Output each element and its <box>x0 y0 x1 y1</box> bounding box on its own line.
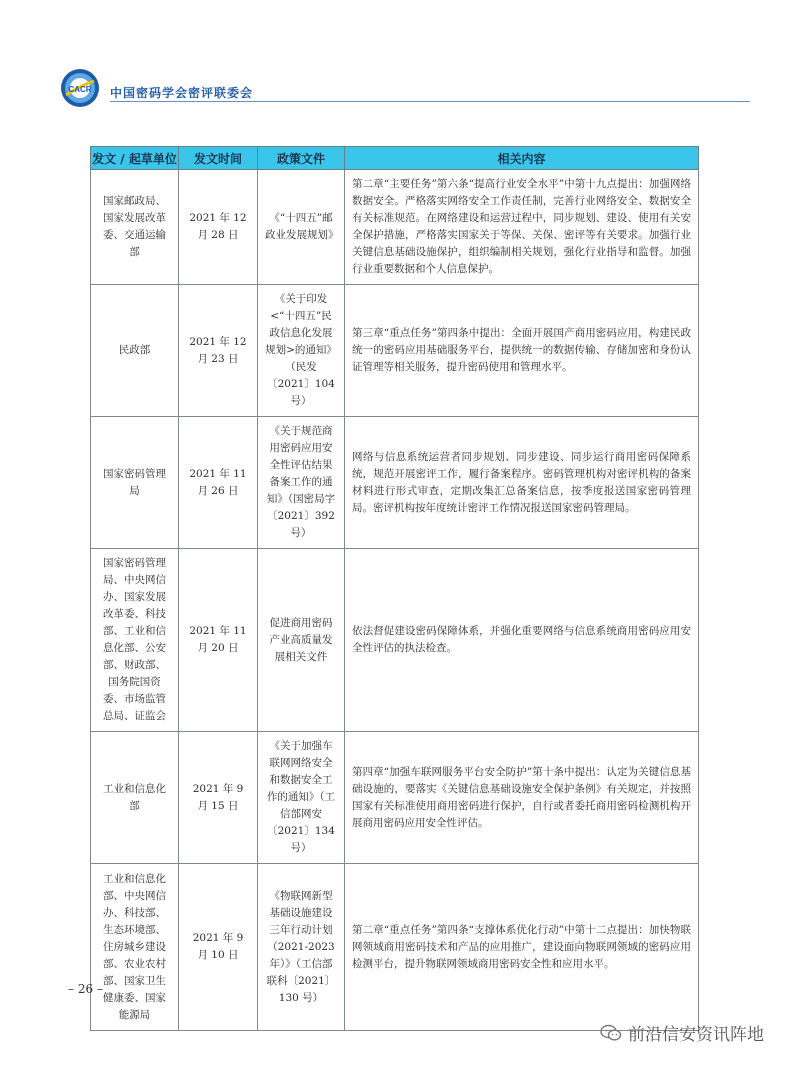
cell-unit: 国家密码管理局、中央网信办、国家发展改革委、科技部、工业和信息化部、公安部、财政部、国务院国资委、市场监管总局、证监会 <box>91 549 179 732</box>
table-row <box>91 864 699 1031</box>
table-row <box>91 732 699 864</box>
svg-text:CACR: CACR <box>68 85 92 94</box>
org-name: 中国密码学会密评联委会 <box>110 86 254 100</box>
cell-document: 《“十四五”邮政业发展规划》 <box>258 170 345 285</box>
cell-content: 第二章“主要任务”第六条“提高行业安全水平”中第十九点提出：加强网络数据安全。严格落实网络安全工作责任制，完善行业网络安全、数据安全有关标准规范。在网络建设和运营过程中，同步规划、建设、使用有关安全保护措施，严格落实国家关于等保、关保、密评等有关要求。加强行业关键信息基础设施保护，组织编制相关规划，强化行业指导和监督。加强行业重要数据和个人信息保护。 <box>345 170 699 285</box>
column-header-date: 发文时间 <box>179 147 258 170</box>
cell-content: 第四章“加强车联网服务平台安全防护”第十条中提出：认定为关键信息基础设施的，要落实《关键信息基础设施安全保护条例》有关规定，并按照国家有关标准使用商用密码进行保护，自行或者委托商用密码检测机构开展商用密码应用安全性评估。 <box>345 732 699 864</box>
watermark <box>600 1020 764 1045</box>
page-number: – 26 – <box>68 982 103 996</box>
cell-document: 《关于加强车联网网络安全和数据安全工作的通知》（工信部网安〔2021〕134 号） <box>258 732 345 864</box>
wechat-icon <box>600 1024 622 1042</box>
cell-document: 《关于印发<“十四五”民政信息化发展规划>的通知》（民发〔2021〕104 号） <box>258 285 345 417</box>
cell-unit: 工业和信息化部 <box>91 732 179 864</box>
cell-date: 2021 年 11 月 26 日 <box>179 417 258 549</box>
cell-content: 第三章“重点任务”第四条中提出：全面开展国产商用密码应用，构建民政统一的密码应用基础服务平台，提供统一的数据传输、存储加密和身份认证管理等相关服务，提升密码使用和管理水平。 <box>345 285 699 417</box>
column-header-document: 政策文件 <box>258 147 345 170</box>
table-row <box>91 549 699 732</box>
cacr-logo-icon <box>60 68 100 108</box>
cell-document: 《关于规范商用密码应用安全性评估结果备案工作的通知》（国密局字〔2021〕392 号） <box>258 417 345 549</box>
cell-content: 第二章“重点任务”第四条“支撑体系优化行动”中第十二点提出：加快物联网领域商用密码技术和产品的应用推广，建设面向物联网领域的密码应用检测平台，提升物联网领域商用密码安全性和应用水平。 <box>345 864 699 1031</box>
header-divider <box>110 101 750 102</box>
cell-unit: 民政部 <box>91 285 179 417</box>
cell-date: 2021 年 12 月 28 日 <box>179 170 258 285</box>
cell-date: 2021 年 11 月 20 日 <box>179 549 258 732</box>
policy-table <box>90 146 699 1031</box>
table-row <box>91 170 699 285</box>
cell-date: 2021 年 9 月 10 日 <box>179 864 258 1031</box>
cell-unit: 国家邮政局、国家发展改革委、交通运输部 <box>91 170 179 285</box>
cell-unit: 国家密码管理局 <box>91 417 179 549</box>
column-header-unit: 发文 / 起草单位 <box>91 147 179 170</box>
cell-unit: 工业和信息化部、中央网信办、科技部、生态环境部、住房城乡建设部、农业农村部、国家卫生健康委、国家能源局 <box>91 864 179 1031</box>
table-row <box>91 285 699 417</box>
table-row <box>91 417 699 549</box>
cell-content: 网络与信息系统运营者同步规划、同步建设、同步运行商用密码保障系统，规范开展密评工作，履行备案程序。密码管理机构对密评机构的备案材料进行形式审查，定期改集汇总备案信息，按季度报送国家密码管理局。密评机构按年度统计密评工作情况报送国家密码管理局。 <box>345 417 699 549</box>
cell-content: 依法督促建设密码保障体系，并强化重要网络与信息系统商用密码应用安全性评估的执法检查。 <box>345 549 699 732</box>
cell-date: 2021 年 9 月 15 日 <box>179 732 258 864</box>
watermark-text: 前沿信安资讯阵地 <box>628 1025 764 1045</box>
cell-date: 2021 年 12 月 23 日 <box>179 285 258 417</box>
cell-document: 《物联网新型基础设施建设三年行动计划（2021-2023 年）》（工信部联科〔2021〕130 号） <box>258 864 345 1031</box>
table-header-row <box>91 147 699 170</box>
column-header-content: 相关内容 <box>345 147 699 170</box>
cell-document: 促进商用密码产业高质量发展相关文件 <box>258 549 345 732</box>
page-header <box>60 68 700 108</box>
